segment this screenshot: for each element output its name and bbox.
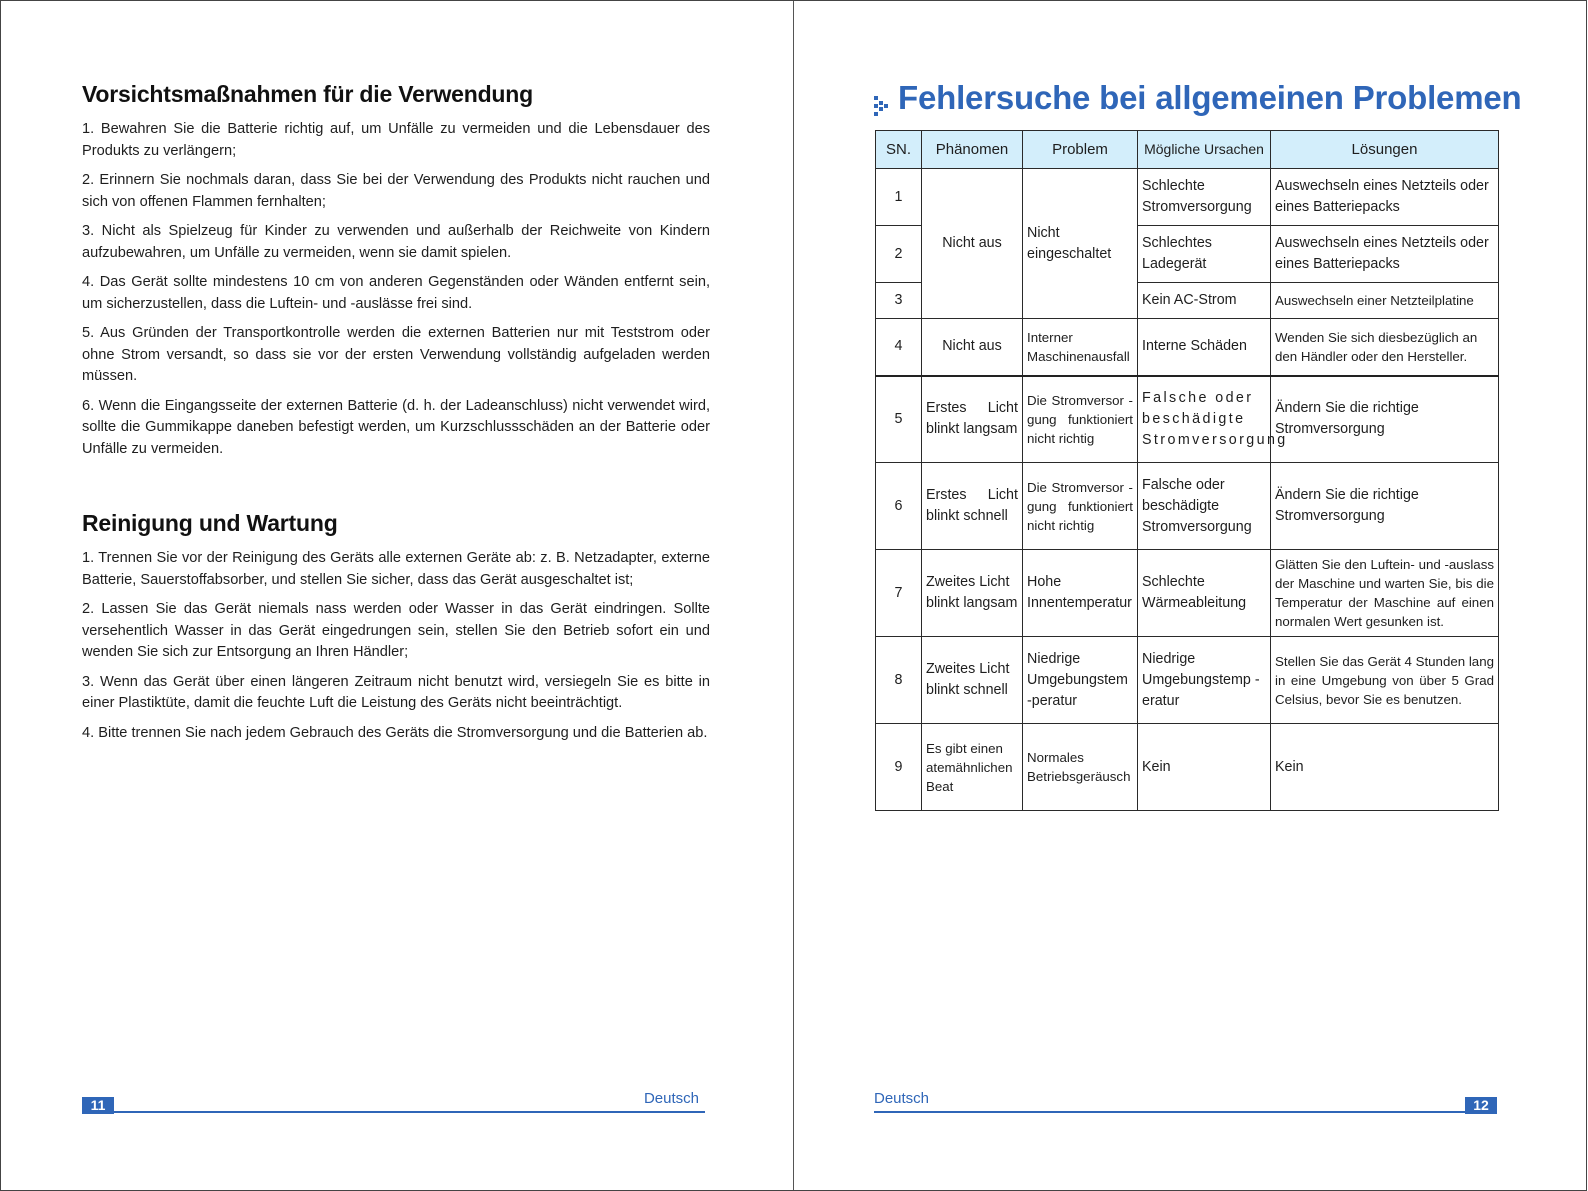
footer-rule xyxy=(82,1111,705,1113)
row-phenomenon: Erstes Licht blinkt langsam xyxy=(922,376,1023,463)
row-phenomenon: Zweites Licht blinkt langsam xyxy=(922,550,1023,637)
row-problem: Interner Maschinenausfall xyxy=(1023,319,1138,376)
row-phenomenon: Erstes Licht blinkt schnell xyxy=(922,463,1023,550)
row-solution: Glätten Sie den Luftein- und -auslass der Maschine und warten Sie, bis die Temperatur der Maschine auf einen normalen Wert gesunken ist. xyxy=(1271,550,1499,637)
cleaning-item: 1. Trennen Sie vor der Reinigung des Geräts alle externen Geräte ab: z. B. Netzadapter, externe Batterie, Sauerstoffabsorber, und stellen Sie sicher, dass das Gerät ausgeschaltet ist; xyxy=(82,550,710,588)
row-solution: Ändern Sie die richtige Stromversorgung xyxy=(1271,463,1499,550)
footer-language: Deutsch xyxy=(643,1090,699,1107)
table-row xyxy=(876,724,1499,811)
precaution-item: 1. Bewahren Sie die Batterie richtig auf, um Unfälle zu vermeiden und die Lebensdauer des Produkts zu verlängern; xyxy=(82,121,710,159)
header-cause: Mögliche Ursachen xyxy=(1138,131,1271,169)
row-sn: 2 xyxy=(876,226,922,283)
row-cause: Schlechte Wärmeableitung xyxy=(1138,550,1271,637)
header-sn: SN. xyxy=(876,131,922,169)
row-problem: Niedrige Umgebungstem -peratur xyxy=(1023,637,1138,724)
table-row xyxy=(876,550,1499,637)
row-cause: Falsche oder beschädigte Stromversorgung xyxy=(1138,463,1271,550)
row-solution: Wenden Sie sich diesbezüglich an den Händler oder den Hersteller. xyxy=(1271,319,1499,376)
table-row xyxy=(876,319,1499,376)
row-cause: Falsche oder beschädigte Stromversorgung xyxy=(1138,376,1271,463)
row-cause: Niedrige Umgebungstemp -eratur xyxy=(1138,637,1271,724)
row-solution: Auswechseln einer Netzteilplatine xyxy=(1271,283,1499,319)
footer-rule xyxy=(874,1111,1497,1113)
row-solution: Kein xyxy=(1271,724,1499,811)
left-body xyxy=(82,81,710,752)
table-row xyxy=(876,637,1499,724)
table-header-row xyxy=(876,131,1499,169)
row-problem: Hohe Innentemperatur xyxy=(1023,550,1138,637)
title-text: Fehlersuche bei allgemeinen Problemen xyxy=(898,79,1522,116)
precaution-item: 6. Wenn die Eingangsseite der externen Batterie (d. h. der Ladeanschluss) nicht verwendet wird, sollte die Gummikappe daneben befestigt werden, um Kurzschlussschäden an der Batterie oder Unfälle zu vermeiden. xyxy=(82,397,710,457)
cleaning-item: 4. Bitte trennen Sie nach jedem Gebrauch des Geräts die Stromversorgung und die Batterien ab. xyxy=(82,724,708,741)
header-problem: Problem xyxy=(1023,131,1138,169)
row-solution: Stellen Sie das Gerät 4 Stunden lang in eine Umgebung von über 5 Grad Celsius, bevor Sie es benutzen. xyxy=(1271,637,1499,724)
precaution-item: 4. Das Gerät sollte mindestens 10 cm von anderen Gegenständen oder Wänden entfernt sein, um sicherzustellen, dass die Luftein- und -auslässe frei sind. xyxy=(82,274,710,312)
footer-left xyxy=(82,1088,705,1114)
cleaning-item: 3. Wenn das Gerät über einen längeren Zeitraum nicht benutzt wird, versiegeln Sie es bitte in einer Plastiktüte, damit die feuchte Luft die Leistung des Geräts nicht beeinträchtigt. xyxy=(82,673,710,711)
troubleshooting-table xyxy=(875,130,1499,811)
row-phenomenon: Zweites Licht blinkt schnell xyxy=(922,637,1023,724)
page-number: 12 xyxy=(1465,1097,1497,1114)
row-cause: Kein AC-Strom xyxy=(1138,283,1271,319)
row-problem: Nicht eingeschaltet xyxy=(1023,169,1138,319)
table-row xyxy=(876,463,1499,550)
row-cause: Interne Schäden xyxy=(1138,319,1271,376)
row-sn: 5 xyxy=(876,376,922,463)
page-number: 11 xyxy=(82,1097,114,1114)
row-phenomenon: Nicht aus xyxy=(922,169,1023,319)
row-sn: 9 xyxy=(876,724,922,811)
row-problem: Normales Betriebsgeräusch xyxy=(1023,724,1138,811)
header-solution: Lösungen xyxy=(1271,131,1499,169)
precaution-item: 2. Erinnern Sie nochmals daran, dass Sie bei der Verwendung des Produkts nicht rauchen und sich von offenen Flammen fernhalten; xyxy=(82,172,710,210)
row-solution: Ändern Sie die richtige Stromversorgung xyxy=(1271,376,1499,463)
row-sn: 4 xyxy=(876,319,922,376)
troubleshooting-title xyxy=(874,79,1521,117)
row-cause: Schlechtes Ladegerät xyxy=(1138,226,1271,283)
row-solution: Auswechseln eines Netzteils oder eines Batteriepacks xyxy=(1271,226,1499,283)
row-sn: 7 xyxy=(876,550,922,637)
row-cause: Schlechte Stromversorgung xyxy=(1138,169,1271,226)
row-problem: Die Stromversor -gung funktioniert nicht richtig xyxy=(1023,376,1138,463)
row-phenomenon: Es gibt einen atemähnlichen Beat xyxy=(922,724,1023,811)
table-row xyxy=(876,376,1499,463)
row-sn: 3 xyxy=(876,283,922,319)
footer-right xyxy=(874,1088,1497,1114)
precaution-item: 5. Aus Gründen der Transportkontrolle werden die externen Batterien nur mit Teststrom oder ohne Strom versandt, so dass sie vor der ersten Verwendung vollständig aufgeladen werden müssen. xyxy=(82,325,710,384)
table-row xyxy=(876,169,1499,226)
row-phenomenon: Nicht aus xyxy=(922,319,1023,376)
row-sn: 8 xyxy=(876,637,922,724)
chevron-bullet-icon xyxy=(874,86,890,106)
row-cause: Kein xyxy=(1138,724,1271,811)
row-solution: Auswechseln eines Netzteils oder eines Batteriepacks xyxy=(1271,169,1499,226)
row-sn: 1 xyxy=(876,169,922,226)
row-problem: Die Stromversor -gung funktioniert nicht richtig xyxy=(1023,463,1138,550)
row-sn: 6 xyxy=(876,463,922,550)
precautions-heading: Vorsichtsmaßnahmen für die Verwendung xyxy=(82,81,533,107)
page-right xyxy=(794,1,1588,1190)
header-phenomenon: Phänomen xyxy=(922,131,1023,169)
footer-language: Deutsch xyxy=(874,1090,930,1107)
page-left xyxy=(1,1,793,1190)
precaution-item: 3. Nicht als Spielzeug für Kinder zu verwenden und außerhalb der Reichweite von Kindern aufzubewahren, um Unfälle zu vermeiden, wenn sie damit spielen. xyxy=(82,223,710,261)
cleaning-heading: Reinigung und Wartung xyxy=(82,510,338,536)
cleaning-item: 2. Lassen Sie das Gerät niemals nass werden oder Wasser in das Gerät eindringen. Sollte versehentlich Wasser in das Gerät eingedrungen sein, stellen Sie den Betrieb sofort ein und wenden Sie sich zur Entsorgung an Ihren Händler; xyxy=(82,601,710,660)
